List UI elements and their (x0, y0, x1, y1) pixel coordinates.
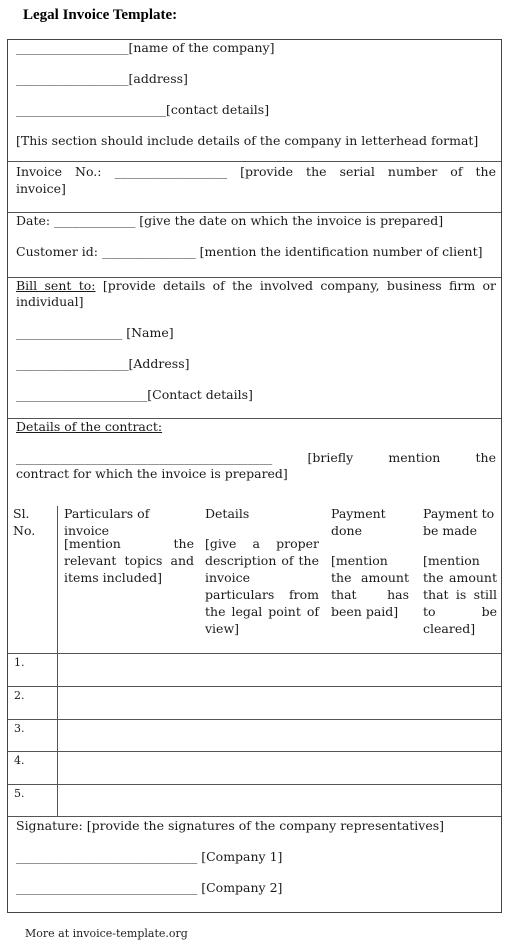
divider (8, 816, 501, 817)
sl-no-header: Sl. No. (13, 506, 36, 538)
bill-to-address-field[interactable]: __________________[Address] (16, 356, 190, 371)
contract-hint: [briefly mention the (307, 450, 496, 465)
table-row-divider (8, 719, 501, 720)
table-row-number: 1. (14, 656, 25, 669)
date-field[interactable]: Date: _____________ [give the date on which the invoice is prepared] (16, 213, 444, 228)
payment-done-description: [mention the amount that has been paid] (331, 553, 409, 619)
invoice-number-hint: [provide the serial number of the (240, 164, 496, 179)
page-title: Legal Invoice Template: (23, 7, 178, 23)
table-row-number: 5. (14, 787, 25, 800)
bill-to-hint: [provide details of the involved company, business firm or (102, 278, 497, 293)
divider (8, 161, 501, 162)
invoice-form (7, 39, 502, 913)
bill-to-label: Bill sent to: (16, 278, 96, 293)
table-row-divider (8, 751, 501, 752)
particulars-description: [mention the relevant topics and items included] (64, 536, 194, 585)
payment-to-be-made-description: [mention the amount that is still to be cleared] (423, 553, 497, 636)
table-row-number: 3. (14, 722, 25, 735)
particulars-header: Particulars of invoice (64, 506, 150, 538)
footer-credit: More at invoice-template.org (25, 927, 188, 940)
details-header: Details (205, 506, 250, 521)
signature-line: Signature: [provide the signatures of the company representatives] (16, 818, 445, 833)
customer-id-field[interactable]: Customer id: _______________ [mention the identification number of client] (16, 244, 483, 259)
invoice-number-field[interactable]: __________________ (114, 164, 228, 179)
bill-to-line (16, 278, 496, 294)
table-row-number: 4. (14, 754, 25, 767)
company-contact-field[interactable]: ________________________[contact details] (16, 102, 270, 117)
contract-line (16, 450, 496, 466)
bill-to-name-field[interactable]: _________________ [Name] (16, 325, 174, 340)
table-column-divider (57, 506, 58, 816)
table-row-number: 2. (14, 689, 25, 702)
company-1-signature-field[interactable]: _____________________________ [Company 1] (16, 849, 283, 864)
payment-to-be-made-header: Payment to be made (423, 506, 495, 538)
contract-field[interactable]: _________________________________________ (16, 450, 273, 465)
invoice-number-line (16, 164, 496, 180)
company-section-note: [This section should include details of the company in letterhead format] (16, 133, 479, 148)
bill-to-contact-field[interactable]: _____________________[Contact details] (16, 387, 253, 402)
details-description: [give a proper description of the invoice particulars from the legal point of view] (205, 536, 319, 636)
contract-label: Details of the contract: (16, 419, 163, 434)
company-address-field[interactable]: __________________[address] (16, 71, 188, 86)
invoice-number-label: Invoice No.: (16, 164, 102, 179)
company-name-field[interactable]: __________________[name of the company] (16, 40, 275, 55)
payment-done-header: Payment done (331, 506, 386, 538)
invoice-number-hint-cont: invoice] (16, 181, 66, 196)
company-2-signature-field[interactable]: _____________________________ [Company 2] (16, 880, 283, 895)
table-row-divider (8, 686, 501, 687)
bill-to-hint-cont: individual] (16, 294, 84, 309)
table-row-divider (8, 653, 501, 654)
table-row-divider (8, 784, 501, 785)
contract-hint-cont: contract for which the invoice is prepared] (16, 466, 288, 481)
